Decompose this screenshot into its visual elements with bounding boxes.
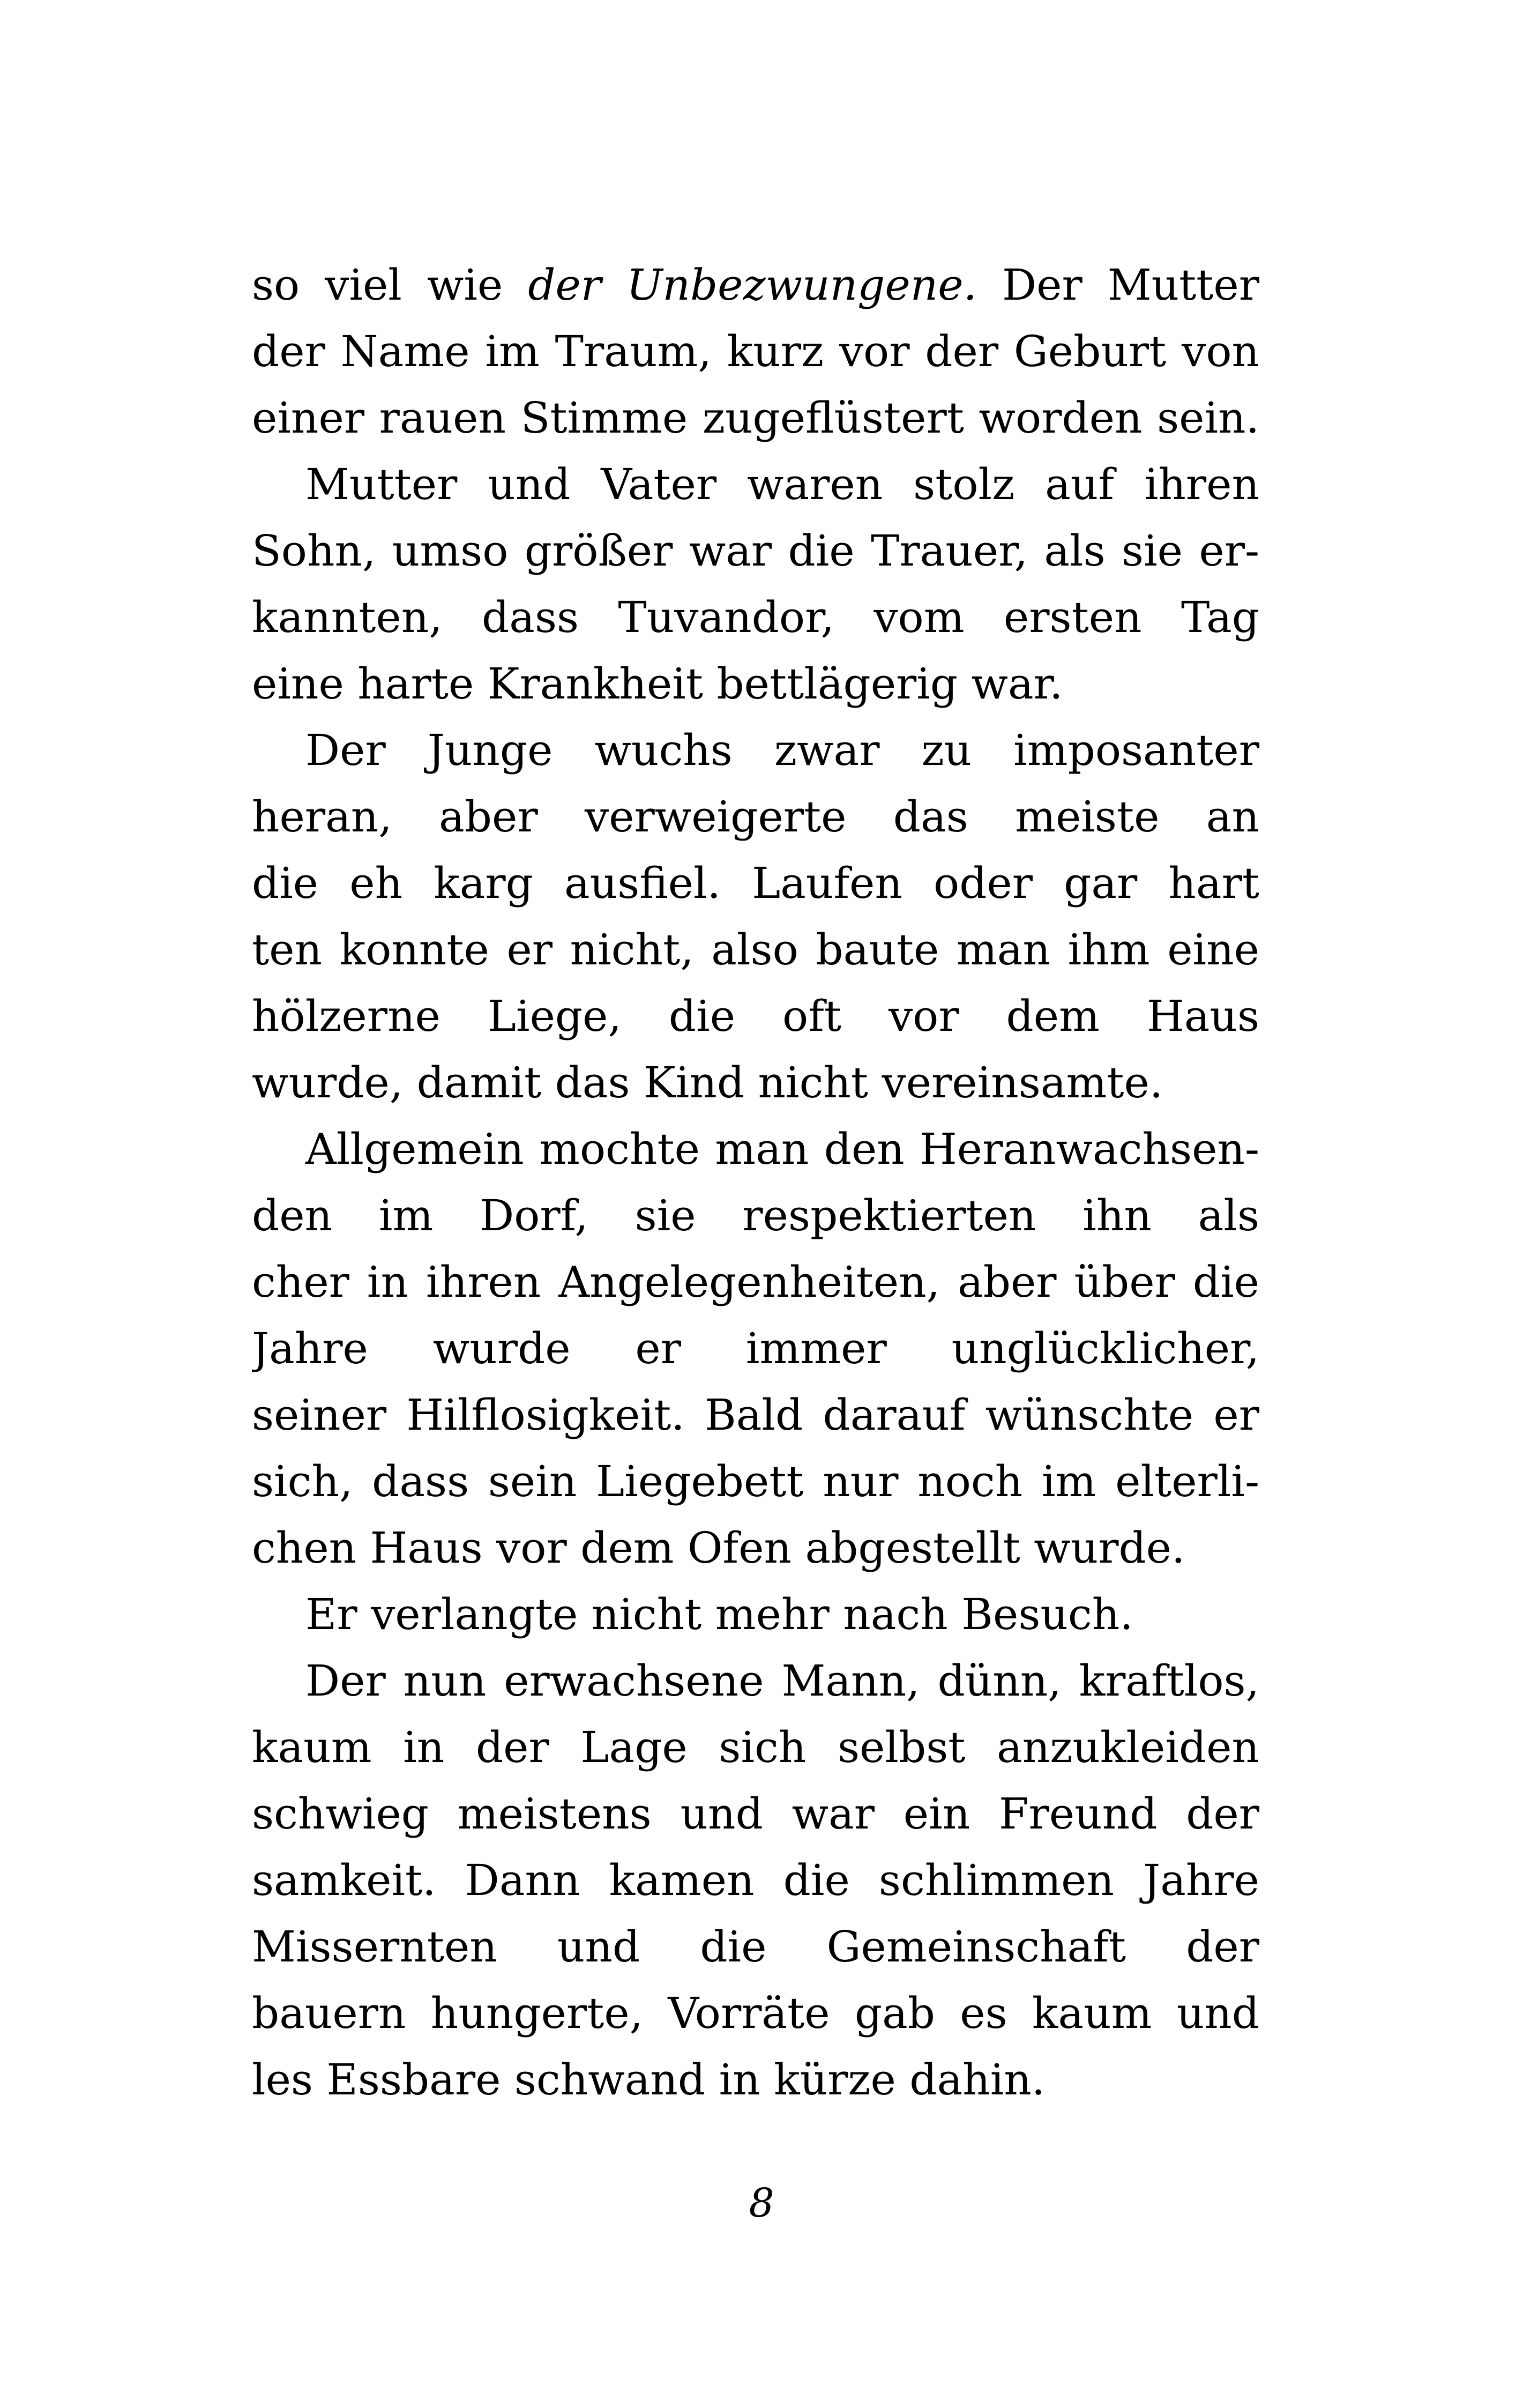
text-line: wurde, damit das Kind nicht vereinsamte. <box>252 1058 1163 1108</box>
text-line: kannten, dass Tuvandor, vom ersten Tag <box>252 592 1259 642</box>
text-line: schwieg meistens und war ein Freund der <box>252 1789 1259 1839</box>
text-line: die eh karg ausfiel. Laufen oder gar hart <box>252 858 1259 908</box>
paragraph <box>252 1581 1259 1648</box>
text-line: kaum in der Lage sich selbst anzukleiden <box>252 1722 1259 1772</box>
text-line: der Name im Traum, kurz vor der Geburt von <box>252 326 1259 376</box>
text-line: Missernten und die Gemeinschaft der <box>252 1922 1259 1972</box>
text-run: Der Mutter <box>1002 260 1259 310</box>
text-line: Mutter und Vater waren stolz auf ihren <box>305 459 1259 509</box>
body-text <box>252 252 1259 2113</box>
text-line: Sohn, umso größer war die Trauer, als sie er- <box>252 526 1259 576</box>
text-line: einer rauen Stimme zugeflüstert worden sein. <box>252 393 1259 443</box>
text-line: Er verlangte nicht mehr nach Besuch. <box>305 1589 1133 1639</box>
text-line: bauern hungerte, Vorräte gab es kaum und <box>252 1988 1259 2038</box>
text-line <box>252 252 1259 318</box>
text-line: den im Dorf, sie respektierten ihn als <box>252 1191 1259 1240</box>
page-number: 8 <box>749 2180 774 2226</box>
text-line: seiner Hilflosigkeit. Bald darauf wünschte er <box>252 1390 1259 1440</box>
paragraph <box>252 252 1259 451</box>
paragraph <box>252 1648 1259 2113</box>
paragraph <box>252 451 1259 717</box>
text-line: sich, dass sein Liegebett nur noch im elterli- <box>252 1456 1259 1506</box>
text-line: chen Haus vor dem Ofen abgestellt wurde. <box>252 1523 1185 1573</box>
text-line: samkeit. Dann kamen die schlimmen Jahre <box>252 1855 1259 1905</box>
text-line: hölzerne Liege, die oft vor dem Haus <box>252 991 1259 1041</box>
emphasized-text: der Unbezwungene. <box>528 260 977 310</box>
text-line: Der Junge wuchs zwar zu imposanter <box>305 725 1259 775</box>
text-line: les Essbare schwand in kürze dahin. <box>252 2055 1046 2105</box>
text-line: cher in ihren Angelegenheiten, aber über die <box>252 1257 1259 1307</box>
text-line: heran, aber verweigerte das meiste an <box>252 792 1259 842</box>
text-line: Der nun erwachsene Mann, dünn, kraftlos, <box>305 1656 1259 1706</box>
paragraph <box>252 1116 1259 1581</box>
text-line: ten konnte er nicht, also baute man ihm eine <box>252 925 1259 975</box>
text-line: eine harte Krankheit bettlägerig war. <box>252 659 1063 709</box>
text-line: Jahre wurde er immer unglücklicher, <box>252 1324 1259 1373</box>
text-line: Allgemein mochte man den Heranwachsen- <box>305 1124 1259 1174</box>
text-run: so viel wie <box>252 260 528 310</box>
paragraph <box>252 717 1259 1116</box>
